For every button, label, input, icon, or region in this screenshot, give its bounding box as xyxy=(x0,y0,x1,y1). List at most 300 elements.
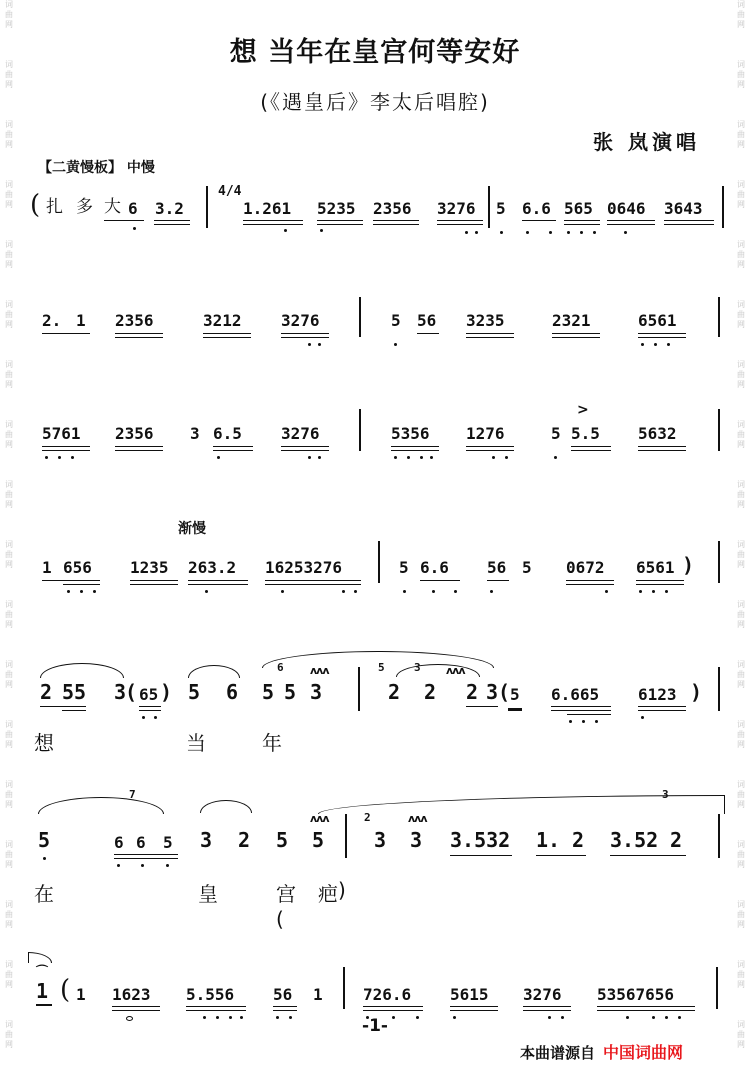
trill-ornament: ʌʌʌ xyxy=(408,812,427,825)
underline xyxy=(373,224,419,225)
underline xyxy=(243,224,303,225)
watermark-text: 词曲网 xyxy=(5,720,13,749)
note-token: 2 xyxy=(466,680,479,704)
singer-credit: 张 岚演唱 xyxy=(593,130,700,154)
underline xyxy=(373,220,419,221)
underline xyxy=(186,1006,246,1007)
note-token: 3 xyxy=(410,828,423,852)
note-token: 3.2 xyxy=(155,199,184,218)
lyric-char: 宫( xyxy=(276,882,296,931)
note-token: 56 xyxy=(273,985,293,1004)
note-token: 2 xyxy=(388,680,401,704)
watermark-text: 词曲网 xyxy=(5,900,13,929)
bar-line xyxy=(718,409,720,451)
octave-dot xyxy=(505,456,508,459)
underline xyxy=(139,710,161,711)
watermark-group xyxy=(2,240,16,270)
octave-dot xyxy=(605,590,608,593)
watermark-text: 词曲网 xyxy=(737,780,745,809)
underline xyxy=(437,220,483,221)
underline xyxy=(536,855,586,856)
close-parenthesis: ) xyxy=(690,680,703,704)
watermark-group xyxy=(734,540,748,570)
underline xyxy=(188,580,248,581)
open-parenthesis: ( xyxy=(30,190,41,220)
watermark-text: 词曲网 xyxy=(5,540,13,569)
slur xyxy=(40,663,124,678)
note-token: 5 xyxy=(163,833,173,852)
lyric-char: ) xyxy=(338,878,346,902)
note-token: 16253276 xyxy=(265,558,343,577)
watermark-text: 词曲网 xyxy=(5,240,13,269)
underline xyxy=(112,1006,160,1007)
bar-line xyxy=(718,297,720,337)
octave-dot xyxy=(569,720,572,723)
note-token: 2321 xyxy=(552,311,591,330)
octave-dot xyxy=(320,229,323,232)
underline xyxy=(450,1006,498,1007)
note-token: 6 xyxy=(128,199,138,218)
watermark-text: 词曲网 xyxy=(737,180,745,209)
underline xyxy=(186,1010,246,1011)
underline xyxy=(188,584,248,585)
note-token: 3.52 xyxy=(610,828,659,852)
underline xyxy=(317,224,363,225)
underline xyxy=(363,1006,423,1007)
watermark-text: 词曲网 xyxy=(737,300,745,329)
note-token: 6.665 xyxy=(551,685,600,704)
note-token: 5 xyxy=(262,680,275,704)
underline xyxy=(437,224,483,225)
note-token: 3 xyxy=(190,424,200,443)
watermark-group xyxy=(734,300,748,330)
note-token: 5.5 xyxy=(571,424,600,443)
trill-ornament: ʌʌʌ xyxy=(446,664,465,677)
note-token: 2 xyxy=(424,680,437,704)
octave-dot xyxy=(465,231,468,234)
note-token: 56 xyxy=(487,558,507,577)
underline xyxy=(417,333,439,334)
underline xyxy=(114,854,178,855)
grace-note: 5 xyxy=(378,661,385,674)
watermark-group xyxy=(734,240,748,270)
underline xyxy=(203,333,251,334)
underline xyxy=(40,706,86,707)
octave-dot xyxy=(454,590,457,593)
octave-dot xyxy=(475,231,478,234)
note-token: 6.5 xyxy=(213,424,242,443)
note-token: 6.6 xyxy=(522,199,551,218)
underline xyxy=(571,450,611,451)
underline xyxy=(115,446,163,447)
underline xyxy=(564,220,600,221)
note-token: 0646 xyxy=(607,199,646,218)
watermark-group xyxy=(2,0,16,30)
underline xyxy=(552,337,600,338)
watermark-group xyxy=(734,480,748,510)
lyric-char: 当 xyxy=(186,731,206,755)
underline xyxy=(638,446,686,447)
note-token: 3 xyxy=(200,828,213,852)
underline xyxy=(566,584,614,585)
watermark-text: 词曲网 xyxy=(5,300,13,329)
octave-dot xyxy=(141,864,144,867)
underline xyxy=(487,580,509,581)
underline xyxy=(115,450,163,451)
bar-line xyxy=(206,186,208,228)
watermark-group xyxy=(2,720,16,750)
underline xyxy=(552,333,600,334)
octave-dot xyxy=(420,456,423,459)
note-token: 5356 xyxy=(391,424,430,443)
note-token: 6 xyxy=(136,833,146,852)
watermark-text: 词曲网 xyxy=(737,420,745,449)
tempo-marking: 【二黄慢板】 中慢 xyxy=(38,160,155,176)
underline xyxy=(273,1010,297,1011)
bar-line xyxy=(488,186,490,228)
note-token: 6561 xyxy=(638,311,677,330)
time-signature: 4/4 xyxy=(218,184,242,199)
octave-dot xyxy=(639,590,642,593)
watermark-text: 词曲网 xyxy=(737,960,745,989)
watermark-group xyxy=(734,0,748,30)
note-token: 6 xyxy=(226,680,239,704)
note-token: 56 xyxy=(417,311,437,330)
note-token: 565 xyxy=(564,199,593,218)
underline xyxy=(104,220,144,221)
watermark-text: 词曲网 xyxy=(737,600,745,629)
watermark-text: 词曲网 xyxy=(5,420,13,449)
note-token: 6561 xyxy=(636,558,675,577)
watermark-text: 词曲网 xyxy=(5,120,13,149)
note-token: 5 xyxy=(188,680,201,704)
octave-dot xyxy=(641,716,644,719)
underline xyxy=(273,1006,297,1007)
note-token: 1 xyxy=(76,311,86,330)
note-token: 1 xyxy=(42,558,52,577)
note-token: 3276 xyxy=(523,985,562,1004)
trill-ornament: ʌʌʌ xyxy=(310,812,329,825)
note-token: ( xyxy=(125,680,138,704)
bar-line xyxy=(359,409,361,451)
watermark-group xyxy=(2,780,16,810)
underline xyxy=(115,333,163,334)
octave-dot xyxy=(281,590,284,593)
octave-dot xyxy=(67,590,70,593)
underline xyxy=(551,706,611,707)
note-token: 6123 xyxy=(638,685,677,704)
song-subtitle: (《遇皇后》李太后唱腔) xyxy=(260,90,490,114)
note-token: 5.556 xyxy=(186,985,235,1004)
watermark-group xyxy=(2,120,16,150)
watermark-text: 词曲网 xyxy=(5,600,13,629)
underline xyxy=(636,584,684,585)
octave-dot xyxy=(624,231,627,234)
watermark-text: 词曲网 xyxy=(737,900,745,929)
note-token: 多 xyxy=(76,197,93,217)
note-token: 53567656 xyxy=(597,985,675,1004)
gradual-slowdown-marking: 渐慢 xyxy=(178,521,206,537)
octave-dot xyxy=(407,456,410,459)
note-token: 2356 xyxy=(115,424,154,443)
note-token: 5761 xyxy=(42,424,81,443)
bar-line xyxy=(345,814,347,858)
octave-dot xyxy=(652,590,655,593)
watermark-group xyxy=(734,660,748,690)
underline xyxy=(130,584,178,585)
underline xyxy=(566,580,614,581)
note-token: 3 xyxy=(310,680,323,704)
note-token: 1.261 xyxy=(243,199,292,218)
bar-line xyxy=(722,186,724,228)
watermark-text: 词曲网 xyxy=(5,660,13,689)
grace-note: 3 xyxy=(414,661,421,674)
watermark-group xyxy=(2,180,16,210)
underline xyxy=(265,580,361,581)
octave-dot xyxy=(166,864,169,867)
source-credit xyxy=(520,1040,683,1063)
underline xyxy=(114,858,178,859)
note-token: 5632 xyxy=(638,424,677,443)
note-token: 5 xyxy=(510,685,520,704)
watermark-text: 词曲网 xyxy=(737,720,745,749)
underline xyxy=(450,1010,498,1011)
underline xyxy=(42,446,90,447)
octave-dot xyxy=(403,590,406,593)
octave-dot xyxy=(394,456,397,459)
lyric-char: 想 xyxy=(34,731,54,755)
underline xyxy=(281,337,329,338)
watermark-text: 词曲网 xyxy=(737,120,745,149)
watermark-group xyxy=(2,600,16,630)
underline xyxy=(607,220,655,221)
octave-dot xyxy=(492,456,495,459)
octave-dot xyxy=(71,456,74,459)
note-token: 5 xyxy=(551,424,561,443)
note-token: 1. xyxy=(536,828,561,852)
watermark-text: 词曲网 xyxy=(5,840,13,869)
note-token: 0672 xyxy=(566,558,605,577)
note-token: 5 xyxy=(522,558,532,577)
grace-note: 7 xyxy=(129,788,136,801)
underline xyxy=(638,337,686,338)
note-token: 656 xyxy=(63,558,92,577)
dash-line xyxy=(508,708,522,711)
grace-note: 3 xyxy=(662,788,669,801)
note-token: 5 xyxy=(496,199,506,218)
watermark-text: 词曲网 xyxy=(5,60,13,89)
underline xyxy=(265,584,361,585)
note-token: 5 xyxy=(284,680,297,704)
watermark-text: 词曲网 xyxy=(5,960,13,989)
bar-line xyxy=(718,667,720,711)
octave-dot xyxy=(318,343,321,346)
watermark-text: 词曲网 xyxy=(5,180,13,209)
octave-dot xyxy=(526,231,529,234)
octave-dot xyxy=(567,231,570,234)
watermark-group xyxy=(734,900,748,930)
note-token: 3276 xyxy=(437,199,476,218)
octave-dot xyxy=(284,229,287,232)
note-token: 726.6 xyxy=(363,985,412,1004)
watermark-group xyxy=(734,360,748,390)
underline xyxy=(466,450,514,451)
note-token: 5 xyxy=(38,828,51,852)
underline xyxy=(571,446,611,447)
note-token: 3.532 xyxy=(450,828,511,852)
octave-dot xyxy=(490,590,493,593)
watermark-group xyxy=(2,300,16,330)
bar-line xyxy=(343,967,345,1009)
note-token: 2356 xyxy=(115,311,154,330)
octave-dot xyxy=(554,456,557,459)
note-token: 3 xyxy=(486,680,499,704)
watermark-group xyxy=(734,120,748,150)
lyric-char: 皇 xyxy=(198,882,218,906)
note-token: 3 xyxy=(374,828,387,852)
octave-dot xyxy=(641,343,644,346)
note-token: 3235 xyxy=(466,311,505,330)
underline xyxy=(638,706,686,707)
octave-dot xyxy=(580,231,583,234)
note-token: 5 xyxy=(391,311,401,330)
octave-dot xyxy=(117,864,120,867)
watermark-text: 词曲网 xyxy=(737,540,745,569)
note-token: 3212 xyxy=(203,311,242,330)
note-token: 2. xyxy=(42,311,62,330)
underline xyxy=(363,1010,423,1011)
octave-dot xyxy=(549,231,552,234)
underline xyxy=(664,224,714,225)
bar-line xyxy=(378,541,380,583)
watermark-group xyxy=(2,480,16,510)
underline xyxy=(607,224,655,225)
underline xyxy=(112,1010,160,1011)
note-token: 65 xyxy=(139,685,159,704)
underline xyxy=(523,1006,571,1007)
watermark-group xyxy=(734,600,748,630)
watermark-group xyxy=(734,840,748,870)
octave-dot xyxy=(154,716,157,719)
source-site-link[interactable]: 中国词曲网 xyxy=(603,1043,684,1062)
note-token: 263.2 xyxy=(188,558,237,577)
watermark-text: 词曲网 xyxy=(737,660,745,689)
lyric-char: 年 xyxy=(262,731,282,755)
bar-line xyxy=(716,967,718,1009)
note-token: 3643 xyxy=(664,199,703,218)
note-token: 3 xyxy=(114,680,127,704)
slur xyxy=(38,797,164,814)
octave-dot xyxy=(80,590,83,593)
bar-line xyxy=(358,667,360,711)
note-token: ) xyxy=(160,680,173,704)
octave-dot xyxy=(142,716,145,719)
watermark-text: 词曲网 xyxy=(5,780,13,809)
grace-note: 2 xyxy=(364,811,371,824)
note-token: 1 xyxy=(36,979,49,1003)
underline xyxy=(638,333,686,334)
watermark-group xyxy=(734,420,748,450)
octave-dot xyxy=(665,590,668,593)
note-token: 5 xyxy=(276,828,289,852)
octave-dot xyxy=(667,343,670,346)
watermark-text: 词曲网 xyxy=(737,360,745,389)
grace-note: 6 xyxy=(277,661,284,674)
note-token: 5 xyxy=(312,828,325,852)
underline xyxy=(664,220,714,221)
octave-dot xyxy=(394,343,397,346)
octave-dot xyxy=(432,590,435,593)
octave-dot xyxy=(43,857,46,860)
underline xyxy=(42,450,90,451)
bar-line xyxy=(718,814,720,858)
watermark-text: 词曲网 xyxy=(737,840,745,869)
note-token: 2 xyxy=(572,828,585,852)
underline xyxy=(213,450,253,451)
watermark-text: 词曲网 xyxy=(5,480,13,509)
watermark-group xyxy=(2,900,16,930)
watermark-group xyxy=(734,960,748,990)
octave-dot xyxy=(593,231,596,234)
slur xyxy=(200,800,252,813)
underline xyxy=(154,224,190,225)
octave-dot xyxy=(308,456,311,459)
underline xyxy=(115,337,163,338)
watermark-group xyxy=(2,660,16,690)
watermark-group xyxy=(734,780,748,810)
note-token: 1623 xyxy=(112,985,151,1004)
underline xyxy=(203,337,251,338)
watermark-text: 词曲网 xyxy=(737,240,745,269)
underline xyxy=(391,450,439,451)
underline xyxy=(466,446,514,447)
note-token: 1 xyxy=(313,985,323,1004)
bar-line xyxy=(359,297,361,337)
note-token: 6.6 xyxy=(420,558,449,577)
watermark-column-left xyxy=(2,0,16,1087)
underline xyxy=(317,220,363,221)
page-number: -1- xyxy=(362,1016,388,1036)
octave-dot xyxy=(582,720,585,723)
octave-dot xyxy=(318,456,321,459)
underline xyxy=(243,220,303,221)
open-parenthesis: ( xyxy=(60,975,71,1005)
watermark-group xyxy=(2,540,16,570)
watermark-group xyxy=(734,720,748,750)
underline xyxy=(636,580,684,581)
underline xyxy=(391,446,439,447)
octave-dot xyxy=(45,456,48,459)
underline xyxy=(466,337,514,338)
lyric-char: 在 xyxy=(34,882,54,906)
octave-dot xyxy=(354,590,357,593)
underline xyxy=(42,333,90,334)
underline xyxy=(62,710,86,711)
underline xyxy=(523,1010,571,1011)
note-token: 3276 xyxy=(281,311,320,330)
accent-mark: > xyxy=(577,402,589,418)
watermark-text: 词曲网 xyxy=(5,360,13,389)
underline xyxy=(420,580,460,581)
underline xyxy=(466,706,498,707)
underline xyxy=(597,1006,695,1007)
underline xyxy=(281,450,329,451)
note-token: 55 xyxy=(62,680,87,704)
note-token: 2 xyxy=(238,828,251,852)
note-token: 1276 xyxy=(466,424,505,443)
underline xyxy=(139,706,161,707)
note-token: 1 xyxy=(76,985,86,1004)
